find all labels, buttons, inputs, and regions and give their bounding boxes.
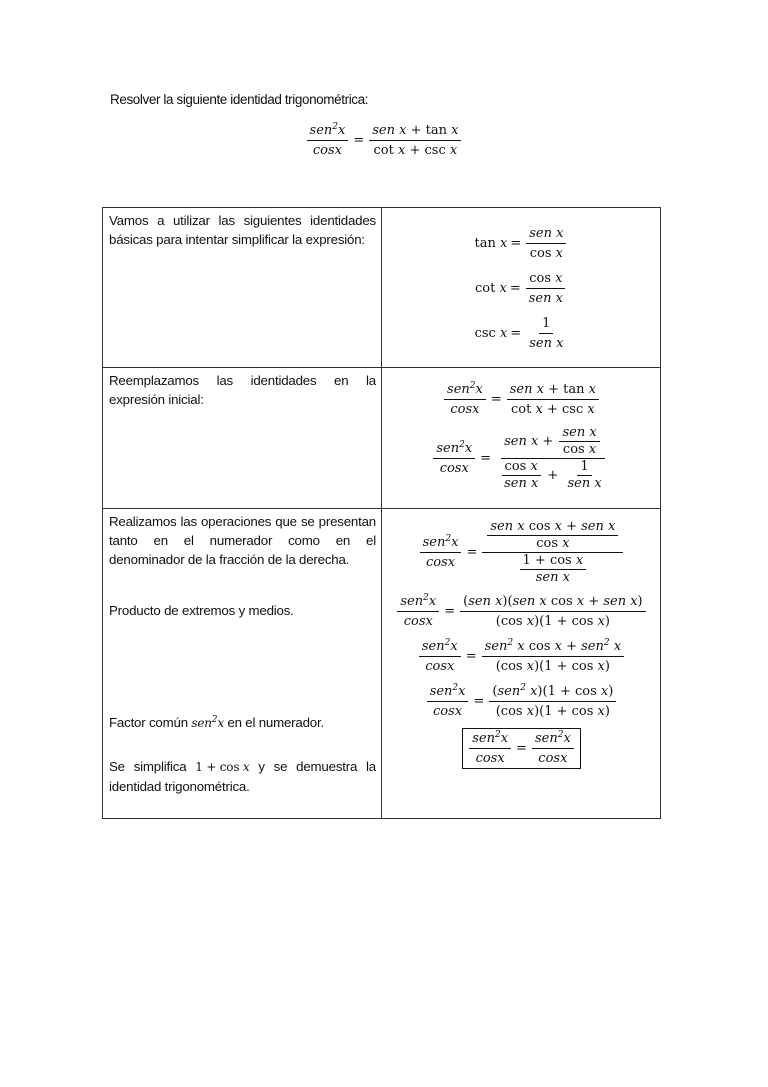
- step-replace-label: Reemplazamos las identidades en la expresión inicial:: [109, 373, 376, 407]
- intro-text: Resolver la siguiente identidad trigonométrica:: [110, 92, 369, 107]
- operations-expressions: [382, 509, 661, 819]
- final-identity: $\frac{sen^2x}{\cos x}$ = $\frac{sen^2x}{\cos x}$: [388, 728, 655, 769]
- step-identities-label: Vamos a utilizar las siguientes identidades básicas para intentar simplificar la expresión:: [109, 213, 376, 247]
- step-operations-label: Realizamos las operaciones que se presentan tanto en el numerador como en el denominador de la fracción de la derecha.: [109, 514, 376, 567]
- operations-eq-2: $\frac{sen^2x}{\cos x}$ = $\frac{\text{(sen x)(sen x cos x + sen x)}}{\text{(cos x)(1 + cos x)}}$: [388, 593, 655, 630]
- replace-eq-1: $\frac{sen^2x}{\cos x}$ = $\frac{\text{sen x + tan x}}{\text{cot x + csc x}}$: [388, 381, 655, 418]
- step-product-label: Producto de extremos y medios.: [109, 603, 294, 618]
- replace-eq-2: $\frac{sen^2x}{\cos x}$ = sen x + $\frac{\text{sen x}}{\text{cos x}}$ $\frac{\text{cos x}}{\text{sen x}}$ + $\frac{1}{\text{sen x}}$: [388, 426, 655, 491]
- step-replace-text: [103, 368, 382, 509]
- operations-eq-3: $\frac{sen^2x}{\cos x}$ = $\frac{sen^2 x \cos x + sen^2 x}{\text{(cos x)(1 + cos x)}}$: [388, 638, 655, 675]
- step-operations-text: [103, 509, 382, 819]
- operations-eq-1: $\frac{sen^2x}{\cos x}$ = $\frac{\frac{\text{sen x cos x + sen x}}{\text{cos x}}}{\frac{\text{1 + cos x}}{\text{sen x}}}$: [388, 520, 655, 585]
- step-identities-text: [103, 208, 382, 368]
- csc-identity: csc x = $\frac{1}{\text{sen x}}$: [474, 316, 564, 351]
- steps-table: [102, 207, 661, 819]
- cot-identity: cot x = $\frac{\text{cos x}}{\text{sen x}}$: [388, 270, 655, 307]
- tan-identity: tan x = $\frac{\text{sen x}}{\text{cos x}}$: [388, 225, 655, 262]
- step-factor-label: Factor común sen$^2$x en el numerador.: [109, 714, 324, 730]
- replaced-expression: [382, 368, 661, 509]
- main-identity: $\frac{sen^2x}{\cos x}$ = $\frac{\text{sen x + tan x}}{\text{cot x + csc x}}$: [0, 122, 768, 159]
- basic-identities: [382, 208, 661, 368]
- operations-eq-4: $\frac{sen^2x}{\cos x}$ = $\frac{(sen^2 x)(1 + \cos x)}{\text{(cos x)(1 + cos x)}}$: [388, 683, 655, 720]
- step-simplify-label: Se simplifica 1 + cos x y se demuestra la identidad trigonométrica.: [109, 758, 376, 794]
